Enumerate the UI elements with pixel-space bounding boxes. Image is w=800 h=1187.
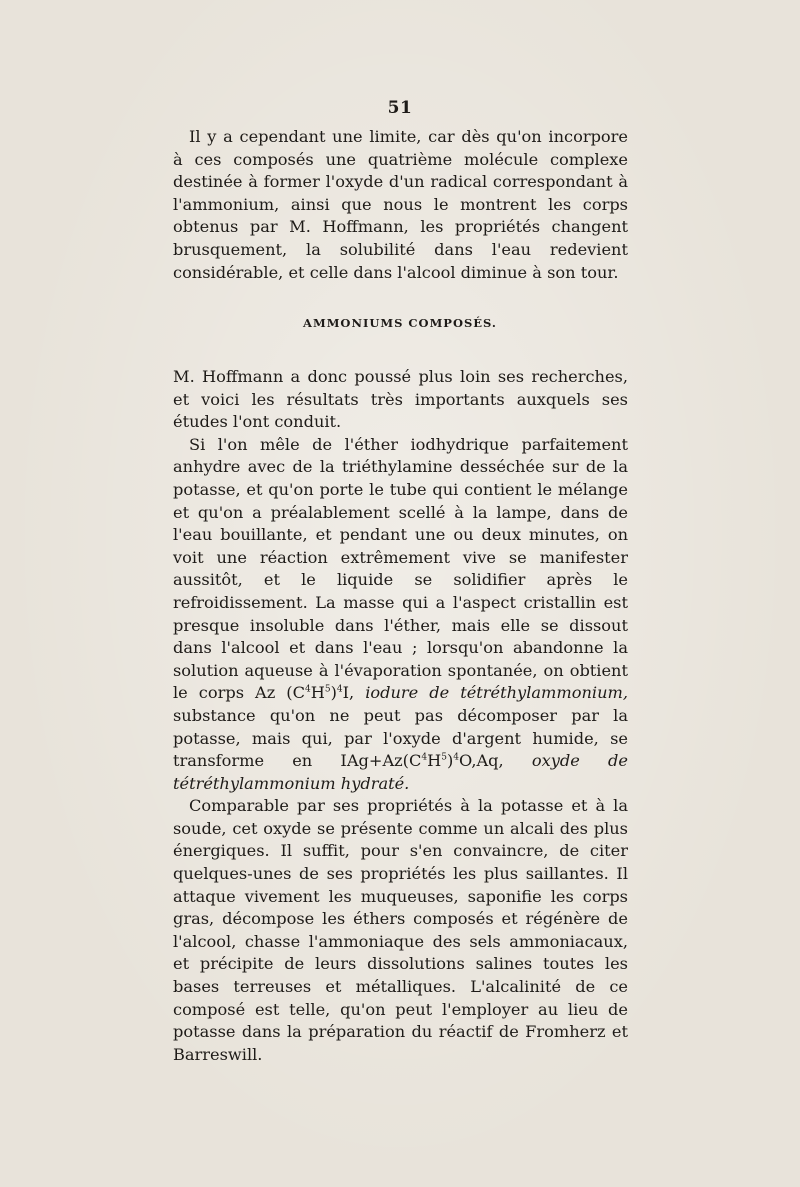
para2-sup-4: 4	[421, 752, 428, 763]
para2-sup-5: 5	[441, 752, 447, 763]
para2-text-b: H	[310, 683, 325, 703]
page-number: 51	[387, 98, 413, 118]
para2-text-d: I,	[342, 683, 366, 703]
para2-italic-oxyde: oxyde de tétréthylammonium hydraté.	[173, 751, 628, 793]
para2-text-h: O,Aq,	[459, 751, 532, 771]
intro-paragraph: Il y a cependant une limite, car dès qu'on incorpore à ces composés une quatrième molécule complexe destinée à former l'oxyde d'un radical correspondant à l'ammonium, ainsi que nous le montrent les corps obtenus par M. Hoffmann, les propriétés changent brusquement, la solubilité dans l'eau redevient considérable, et celle dans l'alcool diminue à son tour.	[173, 127, 628, 282]
intro-text	[173, 126, 628, 284]
para2-italic-iodure: iodure de tétréthylammonium,	[365, 683, 628, 703]
paragraph-3: Comparable par ses propriétés à la potasse et à la soude, cet oxyde se présente comme un alcali des plus énergiques. Il suffit, pour s'en convaincre, de citer quelques-unes de ses propriétés les plus saillantes. Il attaque vivement les muqueuses, saponifie les corps gras, décompose les éthers composés et régénère de l'alcool, chasse l'ammoniaque des sels ammoniacaux, et précipite de leurs dissolutions salines toutes les bases terreuses et métalliques. L'alcalinité de ce composé est telle, qu'on peut l'employer au lieu de potasse dans la préparation du réactif de Fromherz et Barreswill.	[173, 796, 628, 1064]
para2-sup-1: 4	[304, 684, 311, 695]
para2-text-g: )	[446, 751, 454, 771]
section-heading: AMMONIUMS COMPOSÉS.	[303, 316, 497, 330]
para2-sup-2: 5	[324, 684, 331, 695]
para2-sup-3: 4	[336, 684, 343, 695]
paragraph-1: M. Hoffmann a donc poussé plus loin ses recherches, et voici les résultats très importants auxquels ses études l'ont conduit.	[173, 367, 628, 432]
para2-text-a: Si l'on mêle de l'éther iodhydrique parfaitement anhydre avec de la triéthylamine desséchée sur de la potasse, et qu'on porte le tube qui contient le mélange et qu'on a préalablement scellé à la lampe, dans de l'eau bouillante, et pendant une ou deux minutes, on voit une réaction extrêmement vive se manifester aussitôt, et le liquide se solidifier après le refroidissement. La masse qui a l'aspect cristallin est presque insoluble dans l'éther, mais elle se dissout dans l'alcool et dans l'eau ; lorsqu'on abandonne la solution aqueuse à l'évaporation spontanée, on obtient le corps Az (C	[173, 434, 628, 703]
main-text	[173, 366, 628, 1066]
para2-text-f: H	[427, 751, 442, 771]
para2-text-e: substance qu'on ne peut pas décomposer par la potasse, mais qui, par l'oxyde d'argent humide, se transforme en IAg+Az(C	[173, 705, 628, 771]
para2-sup-6: 4	[453, 752, 460, 763]
para2-text-c: )	[330, 683, 337, 703]
paragraph-2	[173, 434, 628, 796]
